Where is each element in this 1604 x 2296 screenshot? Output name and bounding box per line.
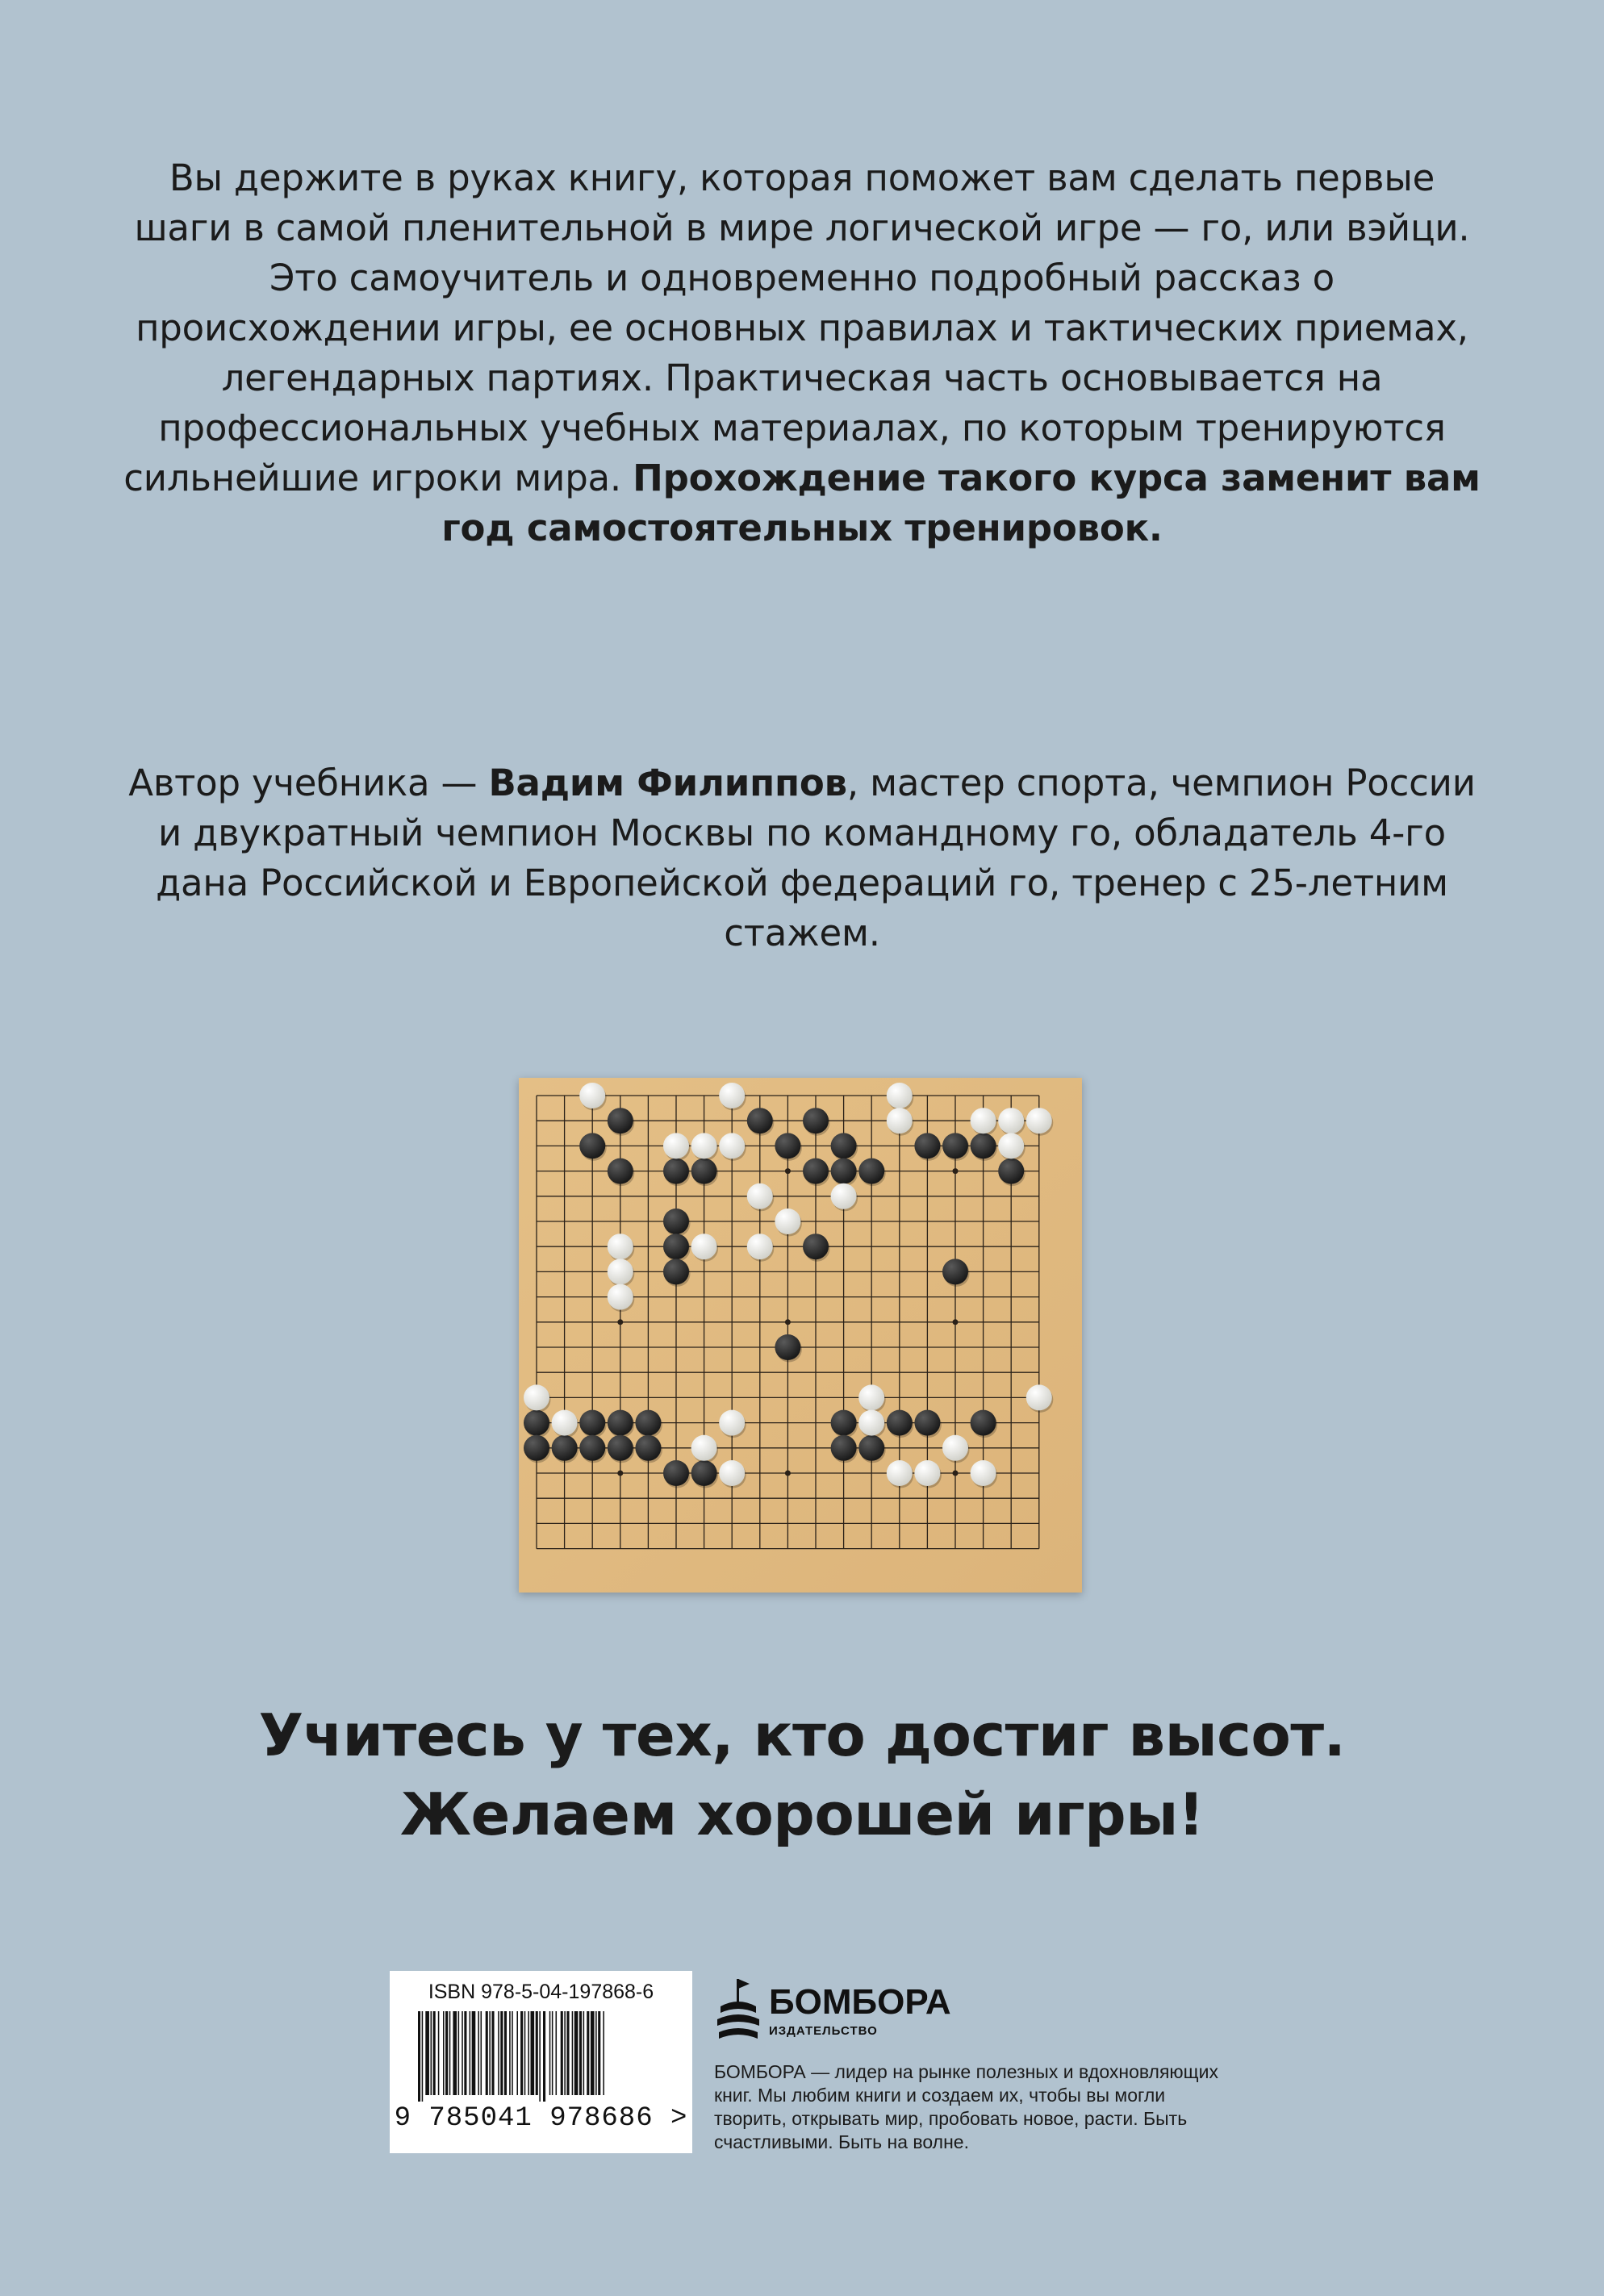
- black-stone: [942, 1259, 968, 1284]
- barcode-bar: [566, 2011, 569, 2095]
- barcode-bar: [543, 2011, 545, 2102]
- white-stone: [719, 1133, 745, 1158]
- star-point: [953, 1319, 959, 1325]
- barcode-bar: [491, 2011, 494, 2095]
- black-stone: [914, 1410, 940, 1436]
- white-stone: [608, 1234, 633, 1259]
- white-stone: [719, 1083, 745, 1108]
- go-board: [519, 1078, 1082, 1593]
- intro-paragraph: [121, 153, 1483, 553]
- barcode-bar: [572, 2011, 574, 2095]
- black-stone: [971, 1133, 996, 1158]
- barcode-bar: [509, 2011, 511, 2095]
- barcode-bar: [445, 2011, 448, 2095]
- barcode-bar: [603, 2011, 604, 2095]
- barcode-bar: [598, 2011, 600, 2095]
- author-prefix: Автор учебника —: [128, 762, 489, 804]
- black-stone: [663, 1259, 689, 1284]
- black-stone: [635, 1410, 661, 1436]
- barcode-bar: [504, 2011, 507, 2095]
- barcode-bar: [433, 2011, 436, 2095]
- barcode-digits: 9 785041 978686 >: [394, 2103, 688, 2134]
- black-stone: [942, 1133, 968, 1158]
- barcode-bar: [453, 2011, 457, 2095]
- star-point: [953, 1168, 959, 1174]
- barcode-bar: [498, 2011, 499, 2095]
- white-stone: [831, 1183, 857, 1209]
- black-stone: [579, 1435, 605, 1461]
- barcode-bar: [481, 2011, 482, 2095]
- barcode-bar: [489, 2011, 491, 2095]
- barcode-bar: [464, 2011, 466, 2095]
- black-stone: [552, 1435, 578, 1461]
- black-stone: [803, 1158, 829, 1184]
- barcode-bar: [528, 2011, 529, 2095]
- white-stone: [719, 1410, 745, 1436]
- white-stone: [608, 1284, 633, 1310]
- white-stone: [942, 1435, 968, 1461]
- white-stone: [887, 1083, 913, 1108]
- barcode-bar: [549, 2011, 551, 2095]
- barcode-bar: [500, 2011, 503, 2095]
- white-stone: [998, 1108, 1024, 1133]
- publisher-description: БОМБОРА — лидер на рынке полезных и вдохновляющих книг. Мы любим книги и создаем их, чтобы вы могли творить, открывать мир, пробовать новое, расти. Быть счастливыми. Быть на волне.: [714, 2061, 1218, 2152]
- white-stone: [775, 1209, 800, 1234]
- black-stone: [803, 1108, 829, 1133]
- white-stone: [914, 1460, 940, 1486]
- black-stone: [608, 1435, 633, 1461]
- black-stone: [663, 1158, 689, 1184]
- black-stone: [775, 1334, 800, 1360]
- barcode-bar: [478, 2011, 479, 2095]
- isbn-label: ISBN 978-5-04-197868-6: [428, 1981, 654, 2003]
- white-stone: [887, 1108, 913, 1133]
- barcode-bar: [431, 2011, 432, 2095]
- barcode-bar: [579, 2011, 582, 2095]
- white-stone: [719, 1460, 745, 1486]
- barcode-bar: [520, 2011, 523, 2095]
- white-stone: [1026, 1384, 1052, 1410]
- barcode-bar: [574, 2011, 579, 2095]
- black-stone: [831, 1158, 857, 1184]
- barcode-bar: [552, 2011, 553, 2095]
- star-point: [617, 1471, 623, 1476]
- author-bio: , мастер спорта, чемпион России и двукратный чемпион Москвы по командному го, обладатель 4-го дана Российской и Европейской федераций го, тренер с 25-летним стажем.: [156, 762, 1476, 954]
- black-stone: [579, 1133, 605, 1158]
- author-paragraph: [121, 758, 1483, 958]
- barcode-bar: [595, 2011, 597, 2095]
- black-stone: [691, 1158, 717, 1184]
- white-stone: [1026, 1108, 1052, 1133]
- publisher-emblem-icon: [714, 1974, 762, 2048]
- barcode-bar: [438, 2011, 440, 2095]
- barcode-bar: [561, 2011, 563, 2095]
- white-stone: [747, 1183, 773, 1209]
- publisher-logo: [714, 1974, 951, 2048]
- black-stone: [858, 1435, 884, 1461]
- white-stone: [691, 1435, 717, 1461]
- white-stone: [887, 1460, 913, 1486]
- white-stone: [691, 1133, 717, 1158]
- black-stone: [998, 1158, 1024, 1184]
- black-stone: [971, 1410, 996, 1436]
- intro-bold-text: Прохождение такого курса заменит вам год самостоятельных тренировок.: [441, 457, 1481, 549]
- white-stone: [524, 1384, 549, 1410]
- black-stone: [635, 1435, 661, 1461]
- white-stone: [858, 1384, 884, 1410]
- black-stone: [914, 1133, 940, 1158]
- barcode-bar: [564, 2011, 566, 2095]
- publisher-name: БОМБОРА: [769, 1982, 951, 2022]
- white-stone: [747, 1234, 773, 1259]
- barcode-bar: [587, 2011, 589, 2095]
- barcode-bar: [443, 2011, 445, 2095]
- white-stone: [858, 1410, 884, 1436]
- barcode-bar: [449, 2011, 451, 2095]
- white-stone: [691, 1234, 717, 1259]
- black-stone: [524, 1435, 549, 1461]
- slogan-line-1: Учитесь у тех, кто достиг высот.: [258, 1701, 1346, 1769]
- barcode-bar: [470, 2011, 471, 2095]
- barcode-bar: [458, 2011, 460, 2095]
- white-stone: [663, 1133, 689, 1158]
- black-stone: [608, 1410, 633, 1436]
- barcode-bar: [472, 2011, 476, 2095]
- black-stone: [524, 1410, 549, 1436]
- barcode-bar: [536, 2011, 538, 2095]
- black-stone: [887, 1410, 913, 1436]
- black-stone: [831, 1410, 857, 1436]
- star-point: [785, 1168, 791, 1174]
- barcode-bar: [512, 2011, 513, 2095]
- star-point: [785, 1471, 791, 1476]
- barcode-bar: [556, 2011, 558, 2095]
- star-point: [785, 1319, 791, 1325]
- black-stone: [608, 1158, 633, 1184]
- black-stone: [663, 1209, 689, 1234]
- barcode-bar: [516, 2011, 518, 2095]
- black-stone: [663, 1460, 689, 1486]
- white-stone: [971, 1460, 996, 1486]
- barcode-bar: [531, 2011, 535, 2095]
- white-stone: [579, 1083, 605, 1108]
- white-stone: [971, 1108, 996, 1133]
- publisher-subtitle: ИЗДАТЕЛЬСТВО: [769, 2024, 878, 2038]
- barcode-bars: [418, 2011, 664, 2102]
- black-stone: [691, 1460, 717, 1486]
- slogan-line-2: Желаем хорошей игры!: [399, 1780, 1205, 1848]
- barcode-bar: [418, 2011, 420, 2102]
- intro-text: Вы держите в руках книгу, которая поможет вам сделать первые шаги в самой пленительной в мире логической игре — го, или вэйци. Это самоучитель и одновременно подробный рассказ о происхождении игры, ее основных правилах и тактических приемах, легендарных партиях. Практическая часть основывается на профессиональных учебных материалах, по которым тренируются сильнейшие игроки мира.: [123, 157, 1470, 499]
- barcode-bar: [462, 2011, 463, 2095]
- white-stone: [998, 1133, 1024, 1158]
- white-stone: [552, 1410, 578, 1436]
- black-stone: [858, 1158, 884, 1184]
- isbn-barcode: [390, 1971, 692, 2153]
- black-stone: [831, 1435, 857, 1461]
- barcode-bar: [539, 2011, 541, 2102]
- white-stone: [608, 1259, 633, 1284]
- black-stone: [775, 1133, 800, 1158]
- barcode-bar: [591, 2011, 595, 2095]
- black-stone: [803, 1234, 829, 1259]
- black-stone: [831, 1133, 857, 1158]
- barcode-bar: [425, 2011, 429, 2095]
- black-stone: [579, 1410, 605, 1436]
- black-stone: [747, 1108, 773, 1133]
- barcode-bar: [422, 2011, 424, 2102]
- star-point: [953, 1471, 959, 1476]
- star-point: [617, 1319, 623, 1325]
- barcode-bar: [486, 2011, 488, 2095]
- slogan: [121, 1696, 1483, 1854]
- black-stone: [663, 1234, 689, 1259]
- barcode-bar: [524, 2011, 526, 2095]
- go-board-photo: [519, 1078, 1082, 1593]
- black-stone: [608, 1108, 633, 1133]
- author-name: Вадим Филиппов: [488, 762, 847, 804]
- barcode-bar: [583, 2011, 585, 2095]
